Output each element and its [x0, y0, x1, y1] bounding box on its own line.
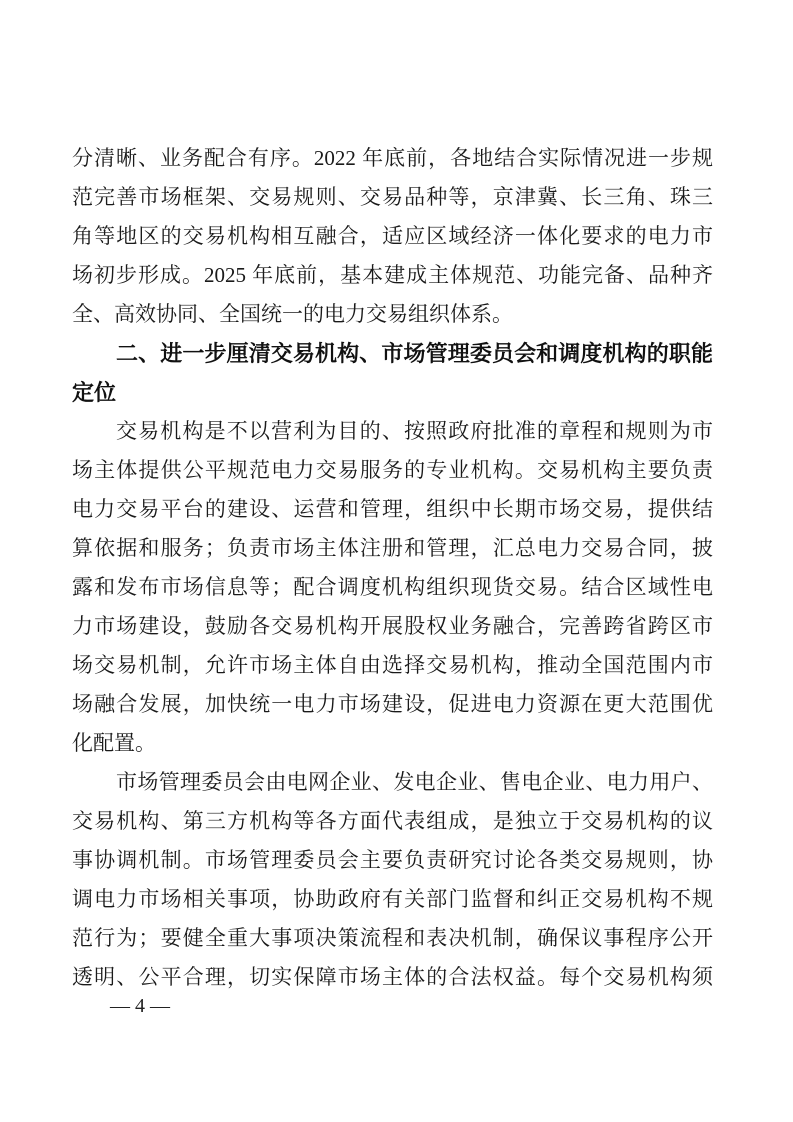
paragraph-line: 范行为；要健全重大事项决策流程和表决机制，确保议事程序公开	[72, 926, 713, 950]
paragraph-line: 化配置。	[72, 731, 156, 755]
page-number: — 4 —	[110, 995, 170, 1017]
paragraph-line: 全、高效协同、全国统一的电力交易组织体系。	[72, 302, 513, 326]
paragraph-line: 事协调机制。市场管理委员会主要负责研究讨论各类交易规则，协	[72, 848, 713, 872]
paragraph-line: 调电力市场相关事项，协助政府有关部门监督和纠正交易机构不规	[72, 887, 713, 911]
paragraph-line: 交易机构是不以营利为目的、按照政府批准的章程和规则为市	[116, 419, 713, 443]
document-content	[72, 139, 713, 997]
paragraph-line: 场初步形成。2025 年底前，基本建成主体规范、功能完备、品种齐	[72, 263, 713, 287]
paragraph-line: 透明、公平合理，切实保障市场主体的合法权益。每个交易机构须	[72, 965, 713, 989]
heading-line: 二、进一步厘清交易机构、市场管理委员会和调度机构的职能	[116, 341, 713, 366]
paragraph-line: 电力交易平台的建设、运营和管理，组织中长期市场交易，提供结	[72, 497, 713, 521]
heading-line: 定位	[72, 380, 117, 405]
paragraph-line: 场主体提供公平规范电力交易服务的专业机构。交易机构主要负责	[72, 458, 713, 482]
paragraph-line: 算依据和服务；负责市场主体注册和管理，汇总电力交易合同，披	[72, 536, 713, 560]
paragraph-line: 力市场建设，鼓励各交易机构开展股权业务融合，完善跨省跨区市	[72, 614, 713, 638]
paragraph-line: 交易机构、第三方机构等各方面代表组成，是独立于交易机构的议	[72, 809, 713, 833]
paragraph-line: 市场管理委员会由电网企业、发电企业、售电企业、电力用户、	[116, 770, 713, 794]
paragraph-line: 场交易机制，允许市场主体自由选择交易机构，推动全国范围内市	[72, 653, 713, 677]
paragraph-line: 角等地区的交易机构相互融合，适应区域经济一体化要求的电力市	[72, 224, 713, 248]
paragraph-line: 场融合发展，加快统一电力市场建设，促进电力资源在更大范围优	[72, 692, 713, 716]
paragraph-line: 范完善市场框架、交易规则、交易品种等，京津冀、长三角、珠三	[72, 185, 713, 209]
paragraph-line: 露和发布市场信息等；配合调度机构组织现货交易。结合区域性电	[72, 575, 713, 599]
paragraph-line: 分清晰、业务配合有序。2022 年底前，各地结合实际情况进一步规	[72, 146, 713, 170]
